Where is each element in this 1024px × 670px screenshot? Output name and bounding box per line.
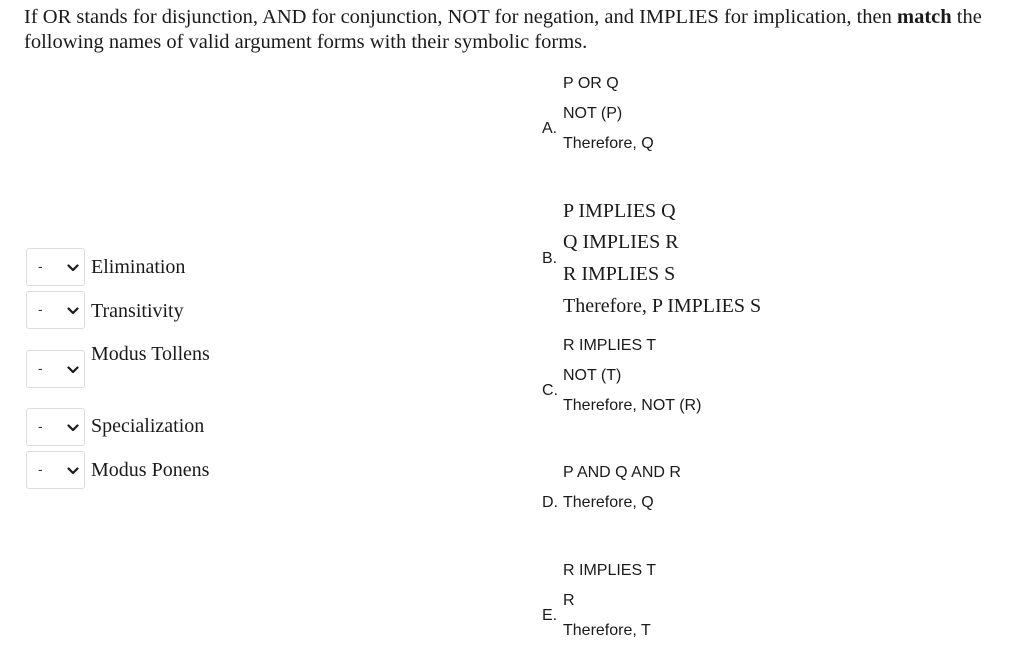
option-letter-b: B. [542,250,558,267]
option-c-line-3: Therefore, NOT (R) [563,397,702,414]
premise-label-elimination: Elimination [91,256,186,278]
select-value: - [38,418,43,434]
option-a-line-1: P OR Q [563,75,619,92]
question-prompt [24,5,1020,55]
answer-select-modus-tollens[interactable] [26,350,85,388]
option-d-line-2: Therefore, Q [563,494,654,511]
chevron-down-icon [67,467,79,475]
option-e-line-3: Therefore, T [563,622,651,639]
option-b-line-3: R IMPLIES S [563,263,676,285]
option-c-line-1: R IMPLIES T [563,337,657,354]
chevron-down-icon [67,424,79,432]
answer-select-elimination[interactable] [26,248,85,286]
select-value: - [38,360,43,376]
premise-label-specialization: Specialization [91,415,205,437]
select-value: - [38,258,43,274]
chevron-down-icon [67,264,79,272]
select-value: - [38,301,43,317]
answer-select-modus-ponens[interactable] [26,451,85,489]
premise-label-modus-ponens: Modus Ponens [91,459,210,481]
option-letter-c: C. [542,382,558,399]
option-e-line-1: R IMPLIES T [563,562,657,579]
prompt-bold-word: match [897,6,952,28]
option-b-line-4: Therefore, P IMPLIES S [563,295,762,317]
select-value: - [38,461,43,477]
chevron-down-icon [67,366,79,374]
prompt-text-end: the following names of valid argument forms with their symbolic forms. [24,6,982,53]
option-d-line-1: P AND Q AND R [563,464,681,481]
prompt-text: If OR stands for disjunction, AND for conjunction, NOT for negation, and IMPLIES for implication, then [24,6,898,28]
premise-label-transitivity: Transitivity [91,300,184,322]
option-b-line-2: Q IMPLIES R [563,231,679,253]
option-e-line-2: R [563,592,575,609]
option-letter-d: D. [542,494,558,511]
chevron-down-icon [67,307,79,315]
option-b-line-1: P IMPLIES Q [563,200,676,222]
premise-label-modus-tollens: Modus Tollens [91,343,210,365]
answer-select-transitivity[interactable] [26,291,85,329]
option-a-line-3: Therefore, Q [563,135,654,152]
option-a-line-2: NOT (P) [563,105,623,122]
answer-select-specialization[interactable] [26,408,85,446]
option-letter-a: A. [542,120,558,137]
option-letter-e: E. [542,607,558,624]
option-c-line-2: NOT (T) [563,367,622,384]
